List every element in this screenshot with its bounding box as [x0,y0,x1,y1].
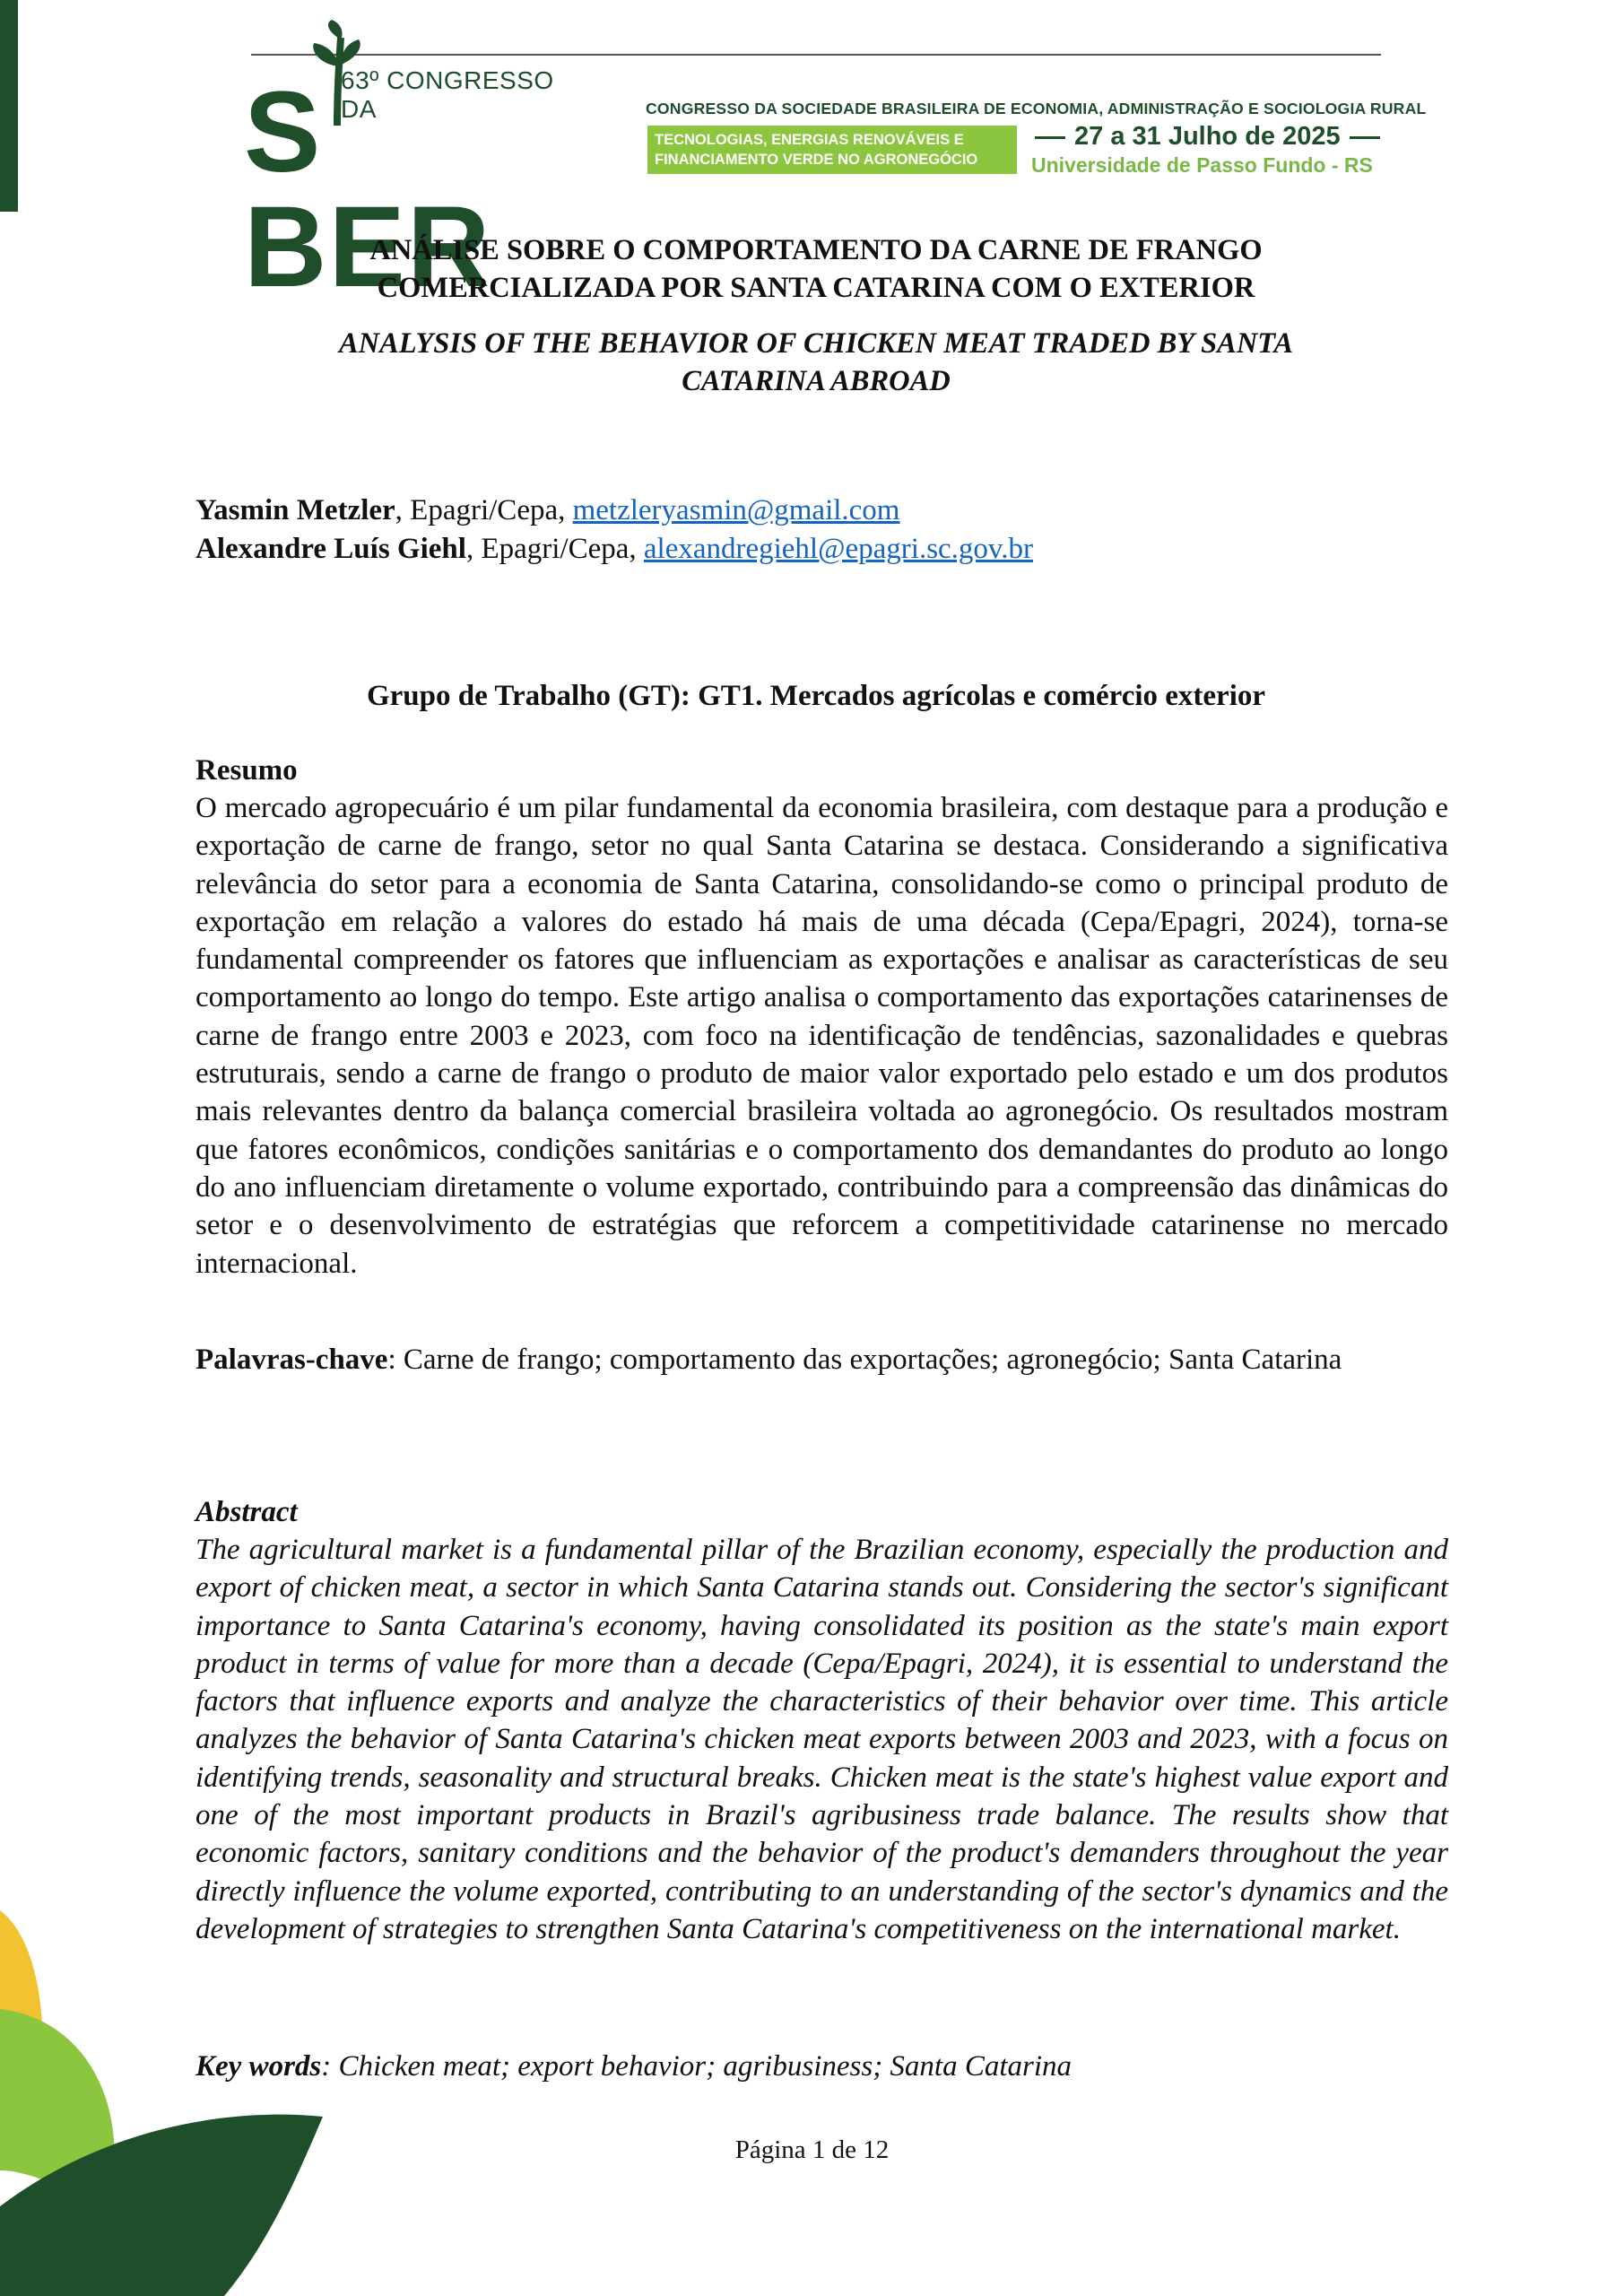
working-group: Grupo de Trabalho (GT): GT1. Mercados agrícolas e comércio exterior [366,680,1266,712]
author-1-affiliation: , Epagri/Cepa, [395,494,573,526]
theme-box [647,126,1017,174]
page-number: Página 1 de 12 [734,2135,890,2164]
author-1-name: Yasmin Metzler [195,494,395,526]
title-en-line-2: CATARINA ABROAD [682,365,951,397]
resumo-heading: Resumo [195,754,298,787]
palavras-chave-label: Palavras-chave [195,1344,388,1376]
logo-congress-label: 63º CONGRESSO DA [341,66,554,123]
abstract-heading: Abstract [195,1496,298,1528]
theme-line-1: TECNOLOGIAS, ENERGIAS RENOVÁVEIS E [655,132,964,148]
title-pt-line-1: ANÁLISE SOBRE O COMPORTAMENTO DA CARNE DE FRANGO [369,234,1263,266]
key-words-text: : Chicken meat; export behavior; agribusiness; Santa Catarina [321,2050,1073,2083]
palavras-chave [195,1341,1448,1378]
title-en-line-1: ANALYSIS OF THE BEHAVIOR OF CHICKEN MEAT TRADED BY SANTA [338,327,1294,360]
palavras-chave-text: : Carne de frango; comportamento das exportações; agronegócio; Santa Catarina [387,1344,1342,1376]
author-2-name: Alexandre Luís Giehl [195,533,466,565]
title-english [161,325,1471,400]
title-pt-line-2: COMERCIALIZADA POR SANTA CATARINA COM O EXTERIOR [377,272,1255,304]
author-2-affiliation: , Epagri/Cepa, [465,533,644,565]
theme-line-2: FINANCIAMENTO VERDE NO AGRONEGÓCIO [655,152,978,168]
author-2-email-link[interactable]: alexandregiehl@epagri.sc.gov.br [643,533,1034,565]
author-1 [195,491,1033,530]
sober-logo [244,20,567,311]
event-date [1026,122,1389,152]
abstract-text: The agricultural market is a fundamental pillar of the Brazilian economy, especially the production and export of chicken meat, a sector in which Santa Catarina stands out. Considering the sector's significant importance to Santa Catarina's economy, having consolidated its position as the state's main export product in terms of value for more than a decade (Cepa/Epagri, 2024), it is essential to understand the factors that influence exports and analyze the characteristics of their behavior over time. This article analyzes the behavior of Santa Catarina's chicken meat exports between 2003 and 2023, with a focus on identifying trends, seasonality and structural breaks. Chicken meat is the state's highest value export and one of the most important products in Brazil's agribusiness trade balance. The results show that economic factors, sanitary conditions and the behavior of the product's demanders throughout the year directly influence the volume exported, contributing to an understanding of the sector's dynamics and the development of strategies to strengthen Santa Catarina's competitiveness on the international market. [195,1534,1448,1945]
decorative-leaves [0,1794,341,2296]
key-words [195,2048,1448,2085]
key-words-label: Key words [195,2050,322,2083]
event-venue: Universidade de Passo Fundo - RS [1031,153,1373,177]
left-accent-bar [0,0,18,212]
logo-wordmark: S BER [244,68,492,311]
event-date-text: 27 a 31 Julho de 2025 [1074,122,1341,151]
organization-name: CONGRESSO DA SOCIEDADE BRASILEIRA DE ECONOMIA, ADMINISTRAÇÃO E SOCIOLOGIA RURAL [646,100,1427,117]
author-2 [195,530,1033,569]
author-1-email-link[interactable]: metzleryasmin@gmail.com [572,494,900,526]
author-list [195,491,1033,569]
resumo-text: O mercado agropecuário é um pilar fundamental da economia brasileira, com destaque para a produção e exportação de carne de frango, setor no qual Santa Catarina se destaca. Considerando a significativa relevância do setor para a economia de Santa Catarina, consolidando-se como o principal produto de exportação em relação a valores do estado há mais de uma década (Cepa/Epagri, 2024), torna-se fundamental compreender os fatores que influenciam as exportações e analisar as características de seu comportamento ao longo do tempo. Este artigo analisa o comportamento das exportações catarinenses de carne de frango entre 2003 e 2023, com foco na identificação de tendências, sazonalidades e quebras estruturais, sendo a carne de frango o produto de maior valor exportado pelo estado e um dos produtos mais relevantes dentro da balança comercial brasileira voltada ao agronegócio. Os resultados mostram que fatores econômicos, condições sanitárias e o comportamento dos demandantes do produto ao longo do ano influenciam diretamente o volume exportado, contribuindo para a compreensão das dinâmicas do setor e o desenvolvimento de estratégias que reforcem a competitividade catarinense no mercado internacional. [195,792,1448,1280]
title-portuguese [161,231,1471,307]
